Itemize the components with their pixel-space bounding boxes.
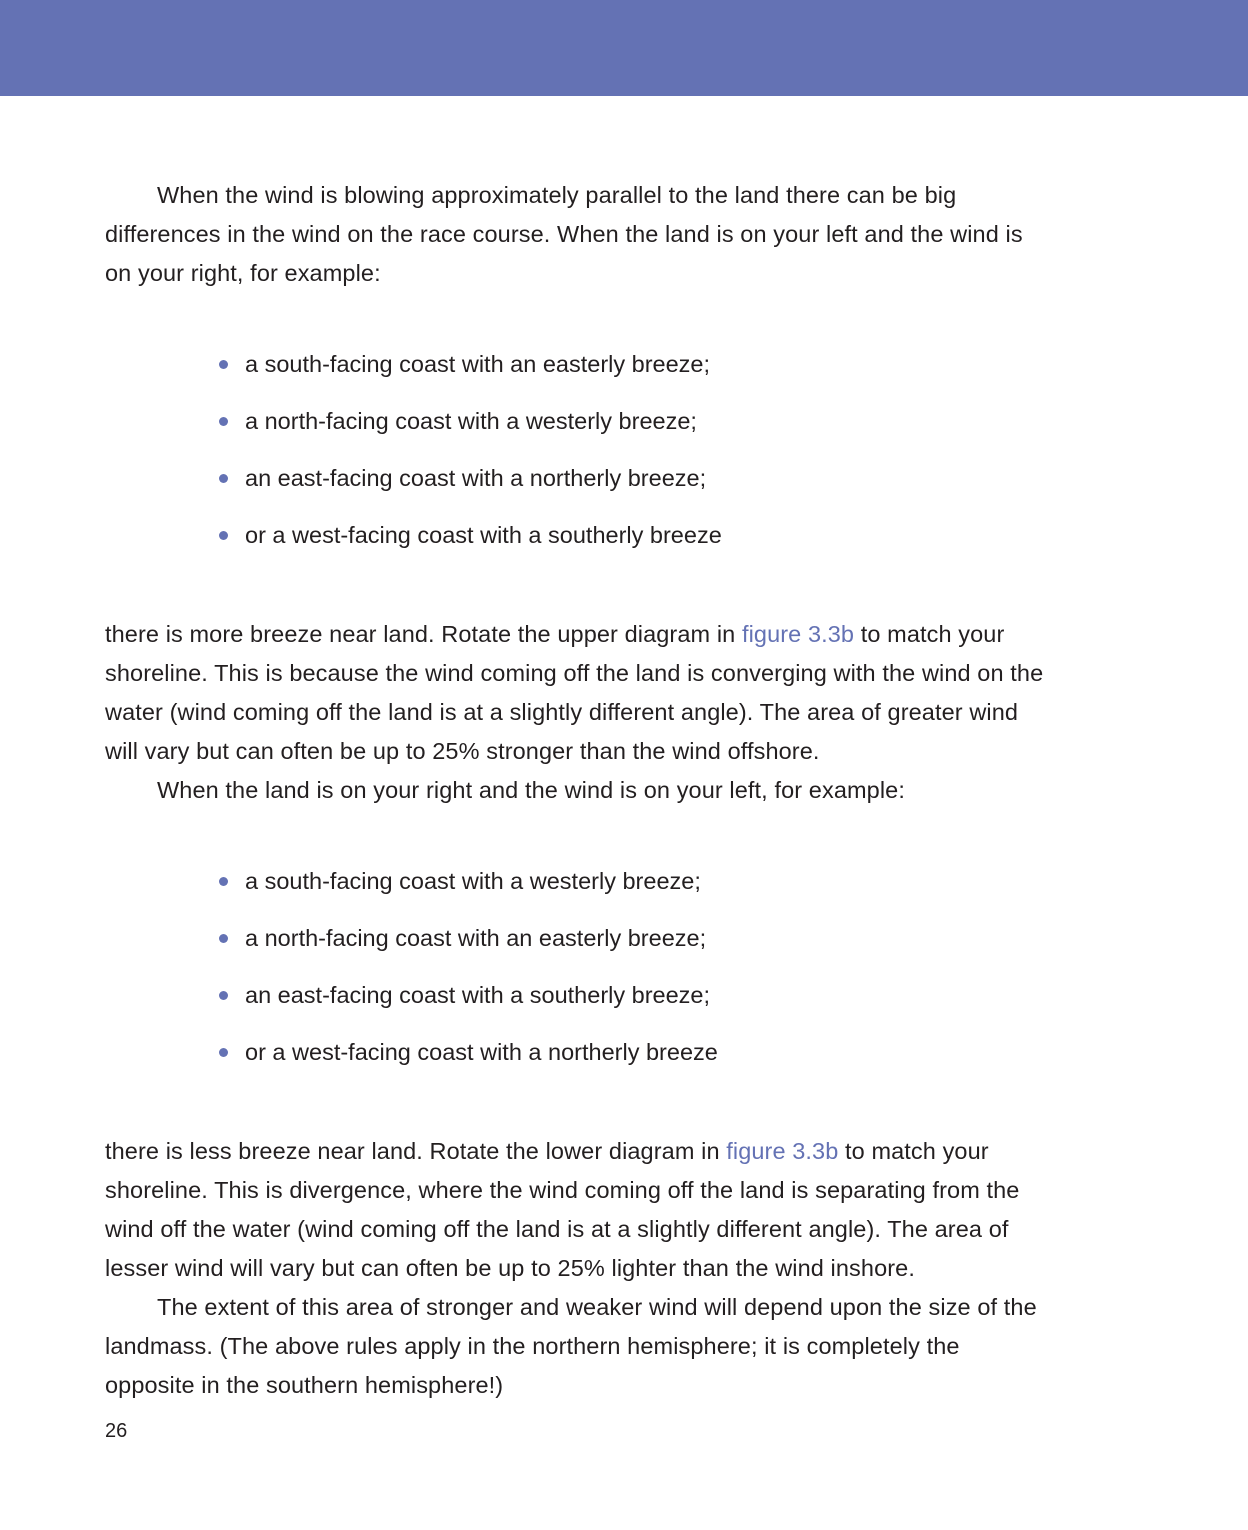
bullet-dot-icon: [219, 1048, 228, 1057]
list-item-label: or a west-facing coast with a southerly breeze: [245, 522, 722, 548]
bullet-dot-icon: [219, 360, 228, 369]
paragraph-text-before-link: there is less breeze near land. Rotate the lower diagram in: [105, 1138, 727, 1164]
list-item: [105, 459, 1055, 498]
list-item-label: an east-facing coast with a northerly breeze;: [245, 465, 707, 491]
paragraph-land-right: When the land is on your right and the wind is on your left, for example:: [157, 777, 905, 803]
paragraph-extent: The extent of this area of stronger and weaker wind will depend upon the size of the landmass. (The above rules apply in the northern hemisphere; it is completely the opposite in the southern hemisphere!): [105, 1294, 1037, 1398]
spacer: [105, 293, 1055, 345]
list-item: [105, 516, 1055, 555]
bullet-dot-icon: [219, 877, 228, 886]
list-item-label: a south-facing coast with an easterly breeze;: [245, 351, 711, 377]
figure-reference-link[interactable]: figure 3.3b: [741, 621, 855, 647]
list-item: [105, 402, 1055, 441]
list-item: [105, 976, 1055, 1015]
spacer: [105, 1090, 1055, 1132]
list-item-label: or a west-facing coast with a northerly breeze: [245, 1039, 718, 1065]
bullet-dot-icon: [219, 474, 228, 483]
bullet-list-one: [105, 345, 1055, 555]
paragraph-text-after-link: to match your shoreline. This is divergence, where the wind coming off the land is separating from the wind off the water (wind coming off the land is at a slightly different angle). The area of lesser wind will vary but can often be up to 25% lighter than the wind inshore.: [105, 1138, 1020, 1281]
paragraph-text-before-link: there is more breeze near land. Rotate the upper diagram in: [105, 621, 742, 647]
list-item: [105, 345, 1055, 384]
bullet-dot-icon: [219, 991, 228, 1000]
bullet-dot-icon: [219, 417, 228, 426]
list-item: [105, 919, 1055, 958]
paragraph-converging: [105, 615, 1055, 771]
page-number: 26: [105, 1420, 128, 1442]
list-item: [105, 1033, 1055, 1072]
bullet-dot-icon: [219, 531, 228, 540]
list-item-label: a south-facing coast with a westerly breeze;: [245, 868, 701, 894]
bullet-dot-icon: [219, 934, 228, 943]
spacer: [105, 573, 1055, 615]
paragraph-intro: When the wind is blowing approximately parallel to the land there can be big differences in the wind on the race course. When the land is on your left and the wind is on your right, for example:: [105, 182, 1023, 286]
text-column: [105, 176, 1055, 1405]
paragraph-text-after-link: to match your shoreline. This is because the wind coming off the land is converging with the wind on the water (wind coming off the land is at a slightly different angle). The area of greater wind will vary but can often be up to 25% stronger than the wind offshore.: [105, 621, 1044, 764]
bullet-list-two: [105, 862, 1055, 1072]
list-item-label: a north-facing coast with a westerly breeze;: [245, 408, 697, 434]
paragraph-diverging: [105, 1132, 1055, 1288]
list-item: [105, 862, 1055, 901]
list-item-label: an east-facing coast with a southerly breeze;: [245, 982, 711, 1008]
figure-reference-link[interactable]: figure 3.3b: [726, 1138, 839, 1164]
page-header-band: [0, 0, 1248, 96]
list-item-label: a north-facing coast with an easterly breeze;: [245, 925, 707, 951]
spacer: [105, 810, 1055, 862]
page-body: [0, 96, 1248, 1530]
